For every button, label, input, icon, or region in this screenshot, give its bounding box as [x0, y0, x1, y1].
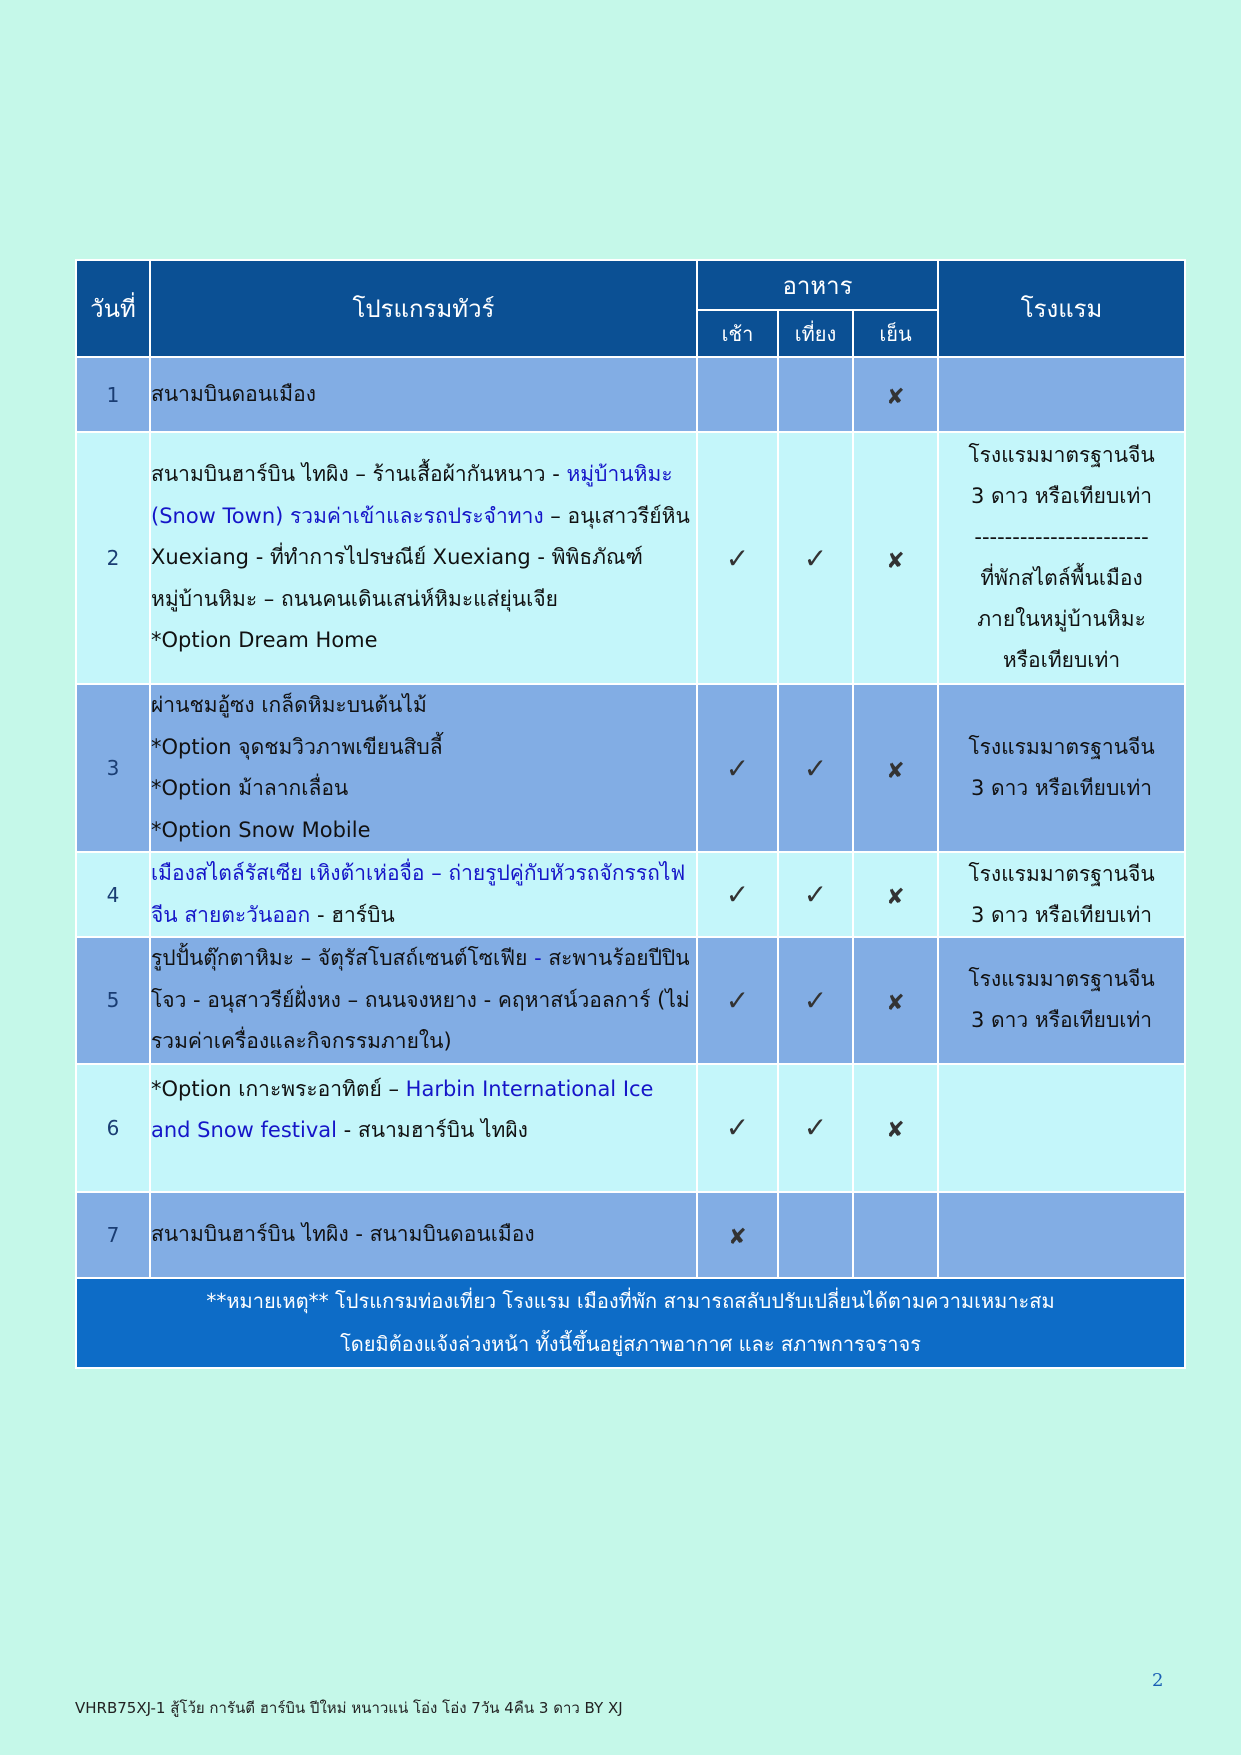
dinner-cell — [853, 1064, 938, 1192]
program-segment: – อนุเสาวรีย์หิน Xuexiang - ที่ทำการไปรษณีย์ Xuexiang - พิพิธภัณฑ์หมู่บ้านหิมะ – ถนนคนเดินเสน่ห์หิมะแส่ยุ่นเจีย — [151, 503, 690, 611]
day-number: 1 — [76, 357, 150, 432]
breakfast-cell — [697, 1064, 778, 1192]
table-row — [76, 937, 1185, 1064]
dinner-cell — [853, 937, 938, 1064]
header-breakfast: เช้า — [697, 310, 778, 357]
breakfast-cell — [697, 432, 778, 684]
header-day: วันที่ — [76, 260, 150, 357]
hotel-line: ภายในหมู่บ้านหิมะ — [977, 607, 1146, 631]
itinerary-table — [75, 259, 1186, 1369]
program-segment-highlight: Harbin International Ice and Snow festival — [151, 1076, 654, 1142]
hotel-cell — [938, 432, 1185, 684]
lunch-cell — [778, 1064, 853, 1192]
cross-icon: ✘ — [886, 885, 905, 910]
lunch-cell — [778, 937, 853, 1064]
day-number: 2 — [76, 432, 150, 684]
check-icon: ✓ — [725, 983, 750, 1017]
note-cell — [76, 1278, 1185, 1368]
footer-text: VHRB75XJ-1 สู้โว้ย การันตี ฮาร์บิน ปีใหม่ หนาวแน่ โอ่ง โอ่ง 7วัน 4คืน 3 ดาว BY XJ — [75, 1699, 623, 1717]
table-row — [76, 684, 1185, 852]
program-segment-highlight: - — [534, 946, 542, 970]
program-segment: *Option Dream Home — [151, 628, 378, 653]
check-icon: ✓ — [725, 541, 750, 575]
table-row — [76, 432, 1185, 684]
day-number: 3 — [76, 684, 150, 852]
check-icon: ✓ — [725, 751, 750, 785]
day-number: 7 — [76, 1192, 150, 1278]
breakfast-cell — [697, 357, 778, 432]
hotel-cell — [938, 357, 1185, 432]
breakfast-cell — [697, 852, 778, 937]
program-line: *Option Snow Mobile — [151, 817, 371, 842]
dinner-cell — [853, 852, 938, 937]
program-segment: *Option เกาะพระอาทิตย์ – — [151, 1076, 406, 1101]
hotel-line: โรงแรมมาตรฐานจีน — [968, 735, 1155, 759]
dinner-cell — [853, 684, 938, 852]
cross-icon: ✘ — [886, 385, 905, 410]
program-cell — [150, 1064, 697, 1192]
check-icon: ✓ — [803, 751, 828, 785]
page-number: 2 — [1152, 1670, 1164, 1691]
check-icon: ✓ — [725, 1111, 750, 1144]
cross-icon: ✘ — [886, 1118, 905, 1143]
program-segment-highlight: หมู่บ้านหิมะ (Snow Town) รวมค่าเข้าและรถประจำทาง — [151, 462, 673, 528]
cross-icon: ✘ — [886, 990, 905, 1016]
program-line: ผ่านชมอู้ซง เกล็ดหิมะบนต้นไม้ — [151, 693, 427, 717]
hotel-line: หรือเทียบเท่า — [1002, 648, 1121, 672]
lunch-cell — [778, 684, 853, 852]
header-dinner: เย็น — [853, 310, 938, 357]
day-number: 5 — [76, 937, 150, 1064]
cross-icon: ✘ — [886, 548, 905, 574]
dinner-cell — [853, 357, 938, 432]
note-line: โดยมิต้องแจ้งล่วงหน้า ทั้งนี้ขึ้นอยู่สภาพอากาศ และ สภาพการจราจร — [340, 1331, 921, 1356]
program-cell — [150, 937, 697, 1064]
table-row — [76, 357, 1185, 432]
hotel-line: ที่พักสไตล์พื้นเมือง — [980, 566, 1143, 590]
cross-icon: ✘ — [728, 1225, 747, 1250]
breakfast-cell — [697, 1192, 778, 1278]
hotel-cell — [938, 937, 1185, 1064]
check-icon: ✓ — [725, 878, 750, 911]
breakfast-cell — [697, 937, 778, 1064]
program-line: สนามบินฮาร์บิน ไทผิง - สนามบินดอนเมือง — [151, 1221, 535, 1246]
day-number: 4 — [76, 852, 150, 937]
hotel-line: โรงแรมมาตรฐานจีน — [968, 443, 1155, 467]
program-line: สนามบินดอนเมือง — [151, 381, 316, 406]
hotel-line: 3 ดาว หรือเทียบเท่า — [970, 902, 1153, 927]
check-icon: ✓ — [803, 878, 828, 911]
hotel-line: โรงแรมมาตรฐานจีน — [968, 861, 1155, 886]
header-lunch: เที่ยง — [778, 310, 853, 357]
dinner-cell — [853, 432, 938, 684]
check-icon: ✓ — [803, 1111, 828, 1144]
program-line: *Option ม้าลากเลื่อน — [151, 776, 349, 800]
program-segment: รูปปั้นตุ๊กตาหิมะ – จัตุรัสโบสถ์เซนต์โซเฟีย — [151, 946, 535, 970]
table-row — [76, 1192, 1185, 1278]
header-program: โปรแกรมทัวร์ — [150, 260, 697, 357]
table-row — [76, 852, 1185, 937]
day-number: 6 — [76, 1064, 150, 1192]
hotel-cell — [938, 1064, 1185, 1192]
program-line: *Option จุดชมวิวภาพเขียนสิบลี้ — [151, 734, 443, 759]
hotel-line: 3 ดาว หรือเทียบเท่า — [970, 776, 1153, 800]
program-cell — [150, 1192, 697, 1278]
hotel-cell — [938, 684, 1185, 852]
note-line: **หมายเหตุ** โปรแกรมท่องเที่ยว โรงแรม เมืองที่พัก สามารถสลับปรับเปลี่ยนได้ตามความเหมาะสม — [206, 1288, 1055, 1313]
lunch-cell — [778, 1192, 853, 1278]
dinner-cell — [853, 1192, 938, 1278]
hotel-cell — [938, 1192, 1185, 1278]
check-icon: ✓ — [803, 541, 828, 575]
cross-icon: ✘ — [886, 758, 905, 784]
program-segment-highlight: เมืองสไตล์รัสเซีย เหิงต้าเห่อจื่อ – ถ่ายรูปคู่กับหัวรถจักรรถไฟจีน สายตะวันออก — [151, 861, 686, 927]
program-segment: - ฮาร์บิน — [310, 902, 395, 927]
table-row — [76, 1064, 1185, 1192]
header-hotel: โรงแรม — [938, 260, 1185, 357]
program-cell — [150, 684, 697, 852]
lunch-cell — [778, 357, 853, 432]
program-segment: - สนามฮาร์บิน ไทผิง — [336, 1118, 528, 1142]
hotel-divider: ----------------------- — [974, 525, 1149, 549]
program-cell — [150, 852, 697, 937]
program-segment: สนามบินฮาร์บิน ไทผิง – ร้านเสื้อผ้ากันหนาว - — [151, 462, 567, 487]
hotel-line: 3 ดาว หรือเทียบเท่า — [970, 484, 1153, 508]
note-row — [76, 1278, 1185, 1368]
header-meals: อาหาร — [697, 260, 938, 310]
program-segment: สะพานร้อยปีปินโจว - อนุสาวรีย์ฝั่งหง – ถนนจงหยาง - คฤหาสน์วอลการ์ (ไม่รวมค่าเครื่องและกิจกรรมภายใน) — [151, 946, 690, 1053]
program-cell — [150, 432, 697, 684]
lunch-cell — [778, 852, 853, 937]
breakfast-cell — [697, 684, 778, 852]
program-cell — [150, 357, 697, 432]
hotel-line: 3 ดาว หรือเทียบเท่า — [970, 1008, 1153, 1033]
hotel-cell — [938, 852, 1185, 937]
lunch-cell — [778, 432, 853, 684]
check-icon: ✓ — [803, 983, 828, 1017]
hotel-line: โรงแรมมาตรฐานจีน — [968, 967, 1155, 992]
